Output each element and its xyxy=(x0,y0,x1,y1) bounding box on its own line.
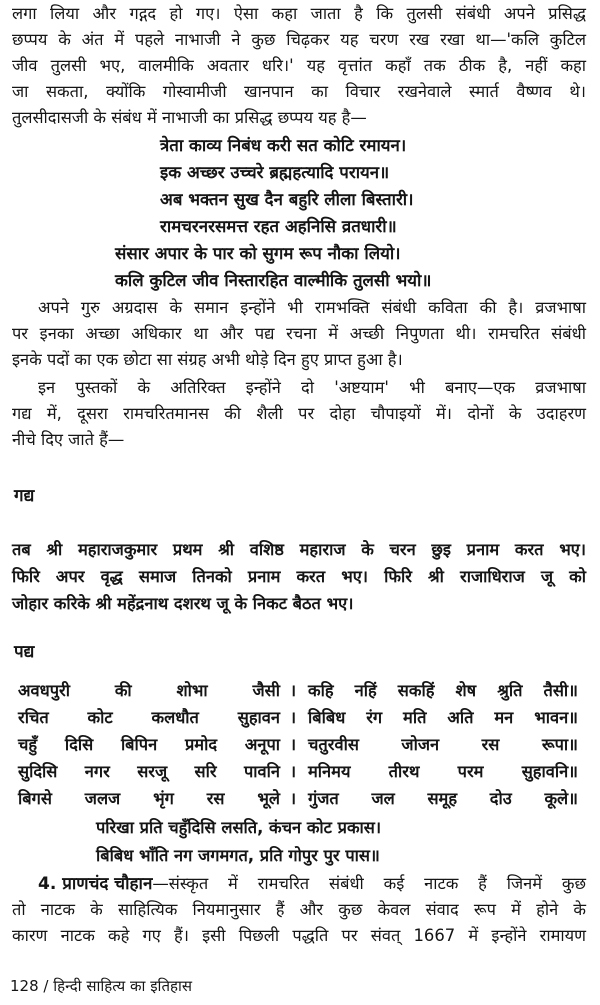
chaupai-left: रचित कोट कलधौत सुहावन xyxy=(18,708,280,727)
chaupai-row xyxy=(18,785,578,813)
danda-separator: । xyxy=(289,708,297,727)
chaupai-left: अवधपुरी की शोभा जैसी xyxy=(18,681,280,700)
text-line: तो नाटक के साहित्यिक नियमानुसार हैं और कुछ केवल संवाद रूप में होने के xyxy=(12,900,586,919)
chaupai-right: कहि नहिं सकहिं शेष श्रुति तैसी॥ xyxy=(308,681,578,700)
chaupai-right: बिबिध रंग मति अति मन भावन॥ xyxy=(308,708,578,727)
chaupai-right: चतुरवीस जोजन रस रूपा॥ xyxy=(308,735,578,754)
text-line: पर इनका अच्छा अधिकार था और पद्य रचना में अच्छी निपुणता थी। रामचरित संबंधी xyxy=(12,324,586,343)
text-line: —संस्कृत में रामचरित संबंधी कई नाटक हैं जिनमें कुछ xyxy=(152,874,586,893)
text-line: नीचे दिए जाते हैं— xyxy=(12,430,125,449)
section-4-title: 4. प्राणचंद चौहान xyxy=(38,874,153,894)
text-line: इन पुस्तकों के अतिरिक्त इन्होंने दो 'अष्टयाम' भी बनाए—एक व्रजभाषा xyxy=(38,378,586,397)
danda-separator: । xyxy=(289,735,297,754)
prose-line: फिरि अपर वृद्ध समाज तिनको प्रनाम करत भए। फिरि श्री राजाधिराज जू को xyxy=(12,567,586,586)
verse-line: रामचरनरसमत्त रहत अहनिसि व्रतधारी॥ xyxy=(160,216,397,236)
section-heading-gadya: गद्य xyxy=(14,486,35,506)
chaupai-row xyxy=(18,758,578,786)
verse-line: त्रेता काव्य निबंध करी सत कोटि रमायन। xyxy=(160,135,407,155)
danda-separator: । xyxy=(289,762,297,781)
prose-line: जोहार करिके श्री महेंद्रनाथ दशरथ जू के निकट बैठत भए। xyxy=(12,594,354,613)
verse-line: इक अच्छर उच्चरे ब्रह्महत्यादि परायन॥ xyxy=(160,162,390,182)
text-line: जीव तुलसी भए, वालमीकि अवतार धरि।' यह वृत्तांत कहाँ तक ठीक है, नहीं कहा xyxy=(12,56,586,75)
prose-line: तब श्री महाराजकुमार प्रथम श्री वशिष्ठ महाराज के चरन छुइ प्रनाम करत भए। xyxy=(12,540,586,559)
chaupai-right: गुंजत जल समूह दोउ कूले॥ xyxy=(308,789,578,808)
section-heading-padya: पद्य xyxy=(14,642,35,662)
danda-separator: । xyxy=(289,681,297,700)
chaupai-row xyxy=(18,704,578,732)
text-line: अपने गुरु अग्रदास के समान इन्होंने भी रामभक्ति संबंधी कविता की है। व्रजभाषा xyxy=(38,298,586,317)
text-line: छप्पय के अंत में पहले नाभाजी ने कुछ चिढ़कर यह चरण रख रखा था—'कलि कुटिल xyxy=(12,30,586,49)
verse-line: संसार अपार के पार को सुगम रूप नौका लियो। xyxy=(115,243,401,263)
page-footer: 128 / हिन्दी साहित्य का इतिहास xyxy=(10,977,192,995)
chaupai-left: सुदिसि नगर सरजू सरि पावनि xyxy=(18,762,280,781)
chaupai-right: मनिमय तीरथ परम सुहावनि॥ xyxy=(308,762,578,781)
chaupai-left: चहुँ दिसि बिपिन प्रमोद अनूपा xyxy=(18,735,280,754)
chaupai-row xyxy=(18,677,578,705)
text-line: गद्य में, दूसरा रामचरितमानस की शैली पर दोहा चौपाइयों में। दोनों के उदाहरण xyxy=(12,404,586,423)
chaupai-left: बिगसे जलज भृंग रस भूले xyxy=(18,789,280,808)
danda-separator: । xyxy=(289,789,297,808)
section-4-first-line xyxy=(38,871,586,897)
text-line: लगा लिया और गद्गद हो गए। ऐसा कहा जाता है कि तुलसी संबंधी अपने प्रसिद्ध xyxy=(12,4,586,23)
verse-line: अब भक्तन सुख दैन बहुरि लीला बिस्तारी। xyxy=(160,189,414,209)
chaupai-row xyxy=(18,731,578,759)
doha-line: बिबिध भाँति नग जगमगत, प्रति गोपुर पुर पास॥ xyxy=(96,846,380,865)
text-line: तुलसीदासजी के संबंध में नाभाजी का प्रसिद्ध छप्पय यह है— xyxy=(12,108,367,127)
doha-line: परिखा प्रति चहुँदिसि लसति, कंचन कोट प्रकास। xyxy=(96,818,382,837)
text-line: कारण नाटक कहे गए हैं। इसी पिछली पद्धति पर संवत् 1667 में इन्होंने रामायण xyxy=(12,926,586,945)
text-line: जा सकता, क्योंकि गोस्वामीजी खानपान का विचार रखनेवाले स्मार्त वैष्णव थे। xyxy=(12,82,586,101)
text-line: इनके पदों का एक छोटा सा संग्रह अभी थोड़े दिन हुए प्राप्त हुआ है। xyxy=(12,350,403,369)
verse-line: कलि कुटिल जीव निस्तारहित वाल्मीकि तुलसी भयो॥ xyxy=(115,270,432,290)
